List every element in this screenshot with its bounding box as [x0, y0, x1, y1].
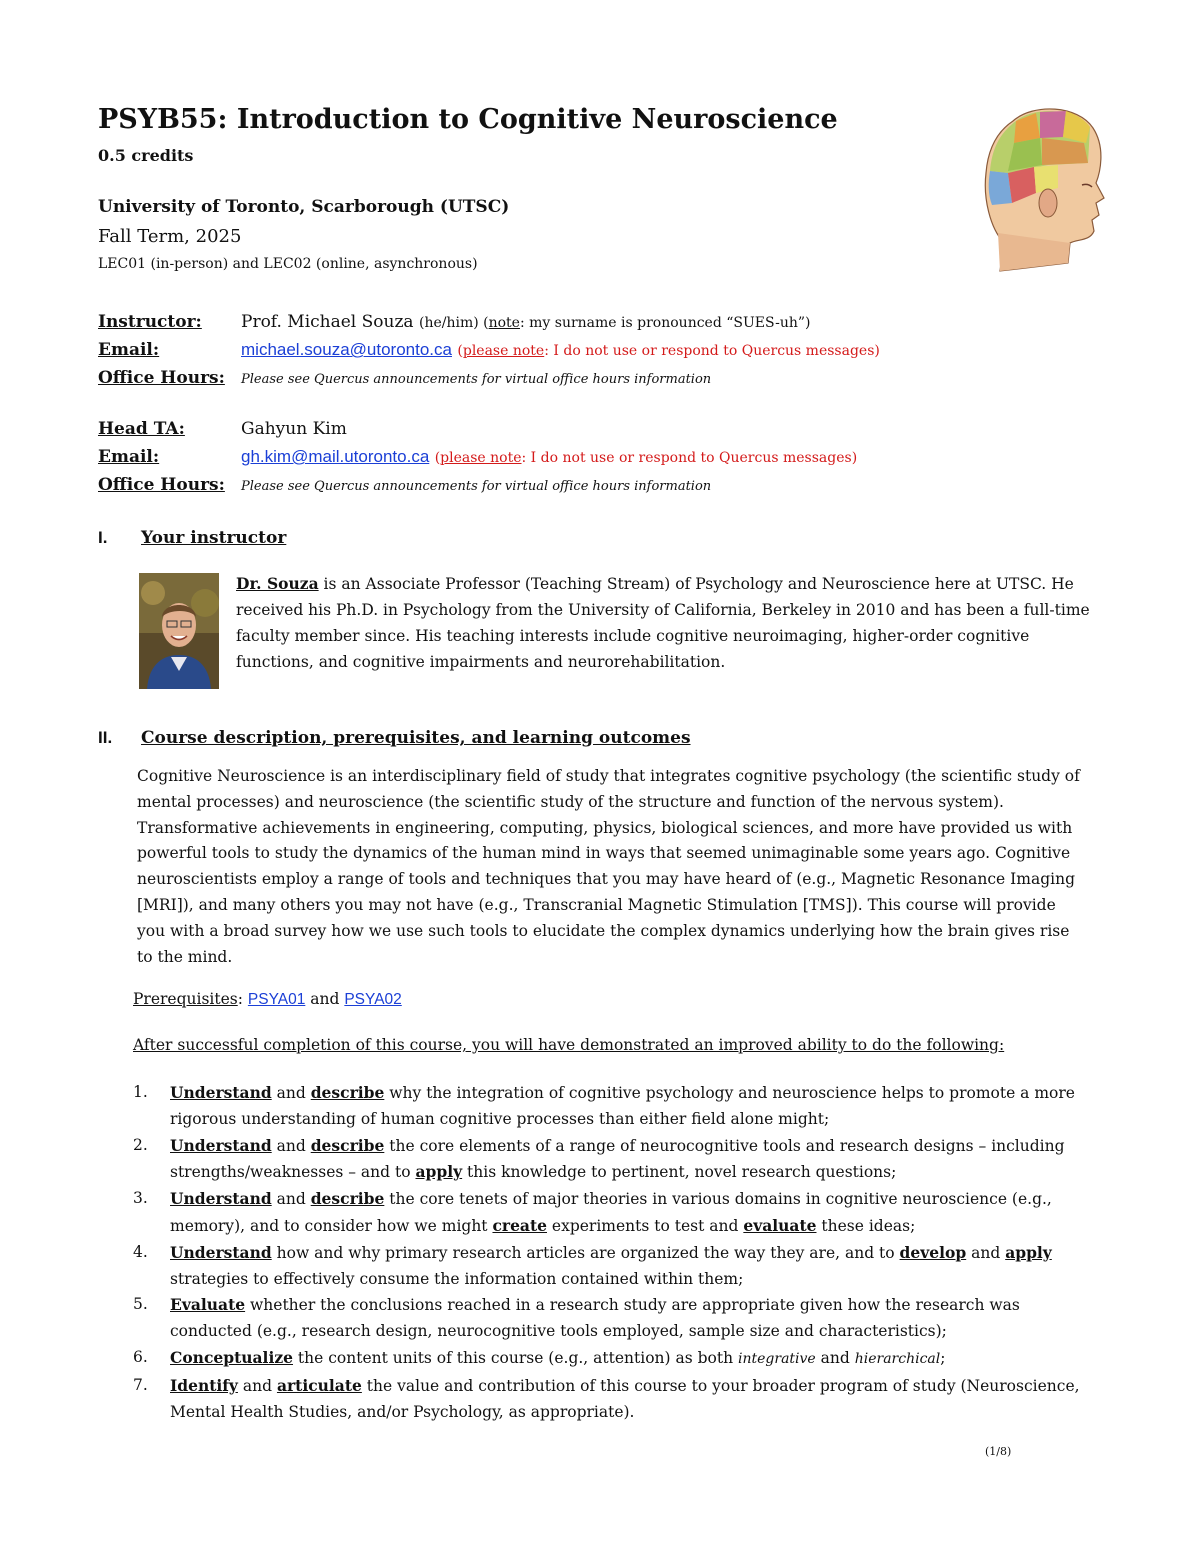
instructor-info	[241, 312, 811, 332]
keyword: describe	[310, 1083, 385, 1102]
prerequisites-colon: :	[237, 990, 248, 1008]
course-credits: 0.5 credits	[98, 146, 194, 165]
keyword: Understand	[170, 1083, 272, 1102]
list-text: ;	[940, 1348, 946, 1367]
course-sections: LEC01 (in-person) and LEC02 (online, asynchronous)	[98, 256, 478, 272]
list-number: 3.	[133, 1189, 148, 1208]
instructor-note: : my surname is pronounced “SUES-uh”)	[519, 315, 811, 331]
list-number: 5.	[133, 1295, 148, 1314]
keyword: develop	[899, 1242, 967, 1262]
bio-text: is an Associate Professor (Teaching Stream) of Psychology and Neuroscience here at UTSC. He received his Ph.D. in Psychology from the University of California, Berkeley in 2010 and has been a full-time faculty member since. His teaching interests include cognitive neuroimaging, higher-order cognitive functions, and cognitive impairments and neurorehabilitation.	[236, 575, 1090, 671]
list-text: this knowledge to pertinent, novel research questions;	[462, 1163, 897, 1182]
list-text: strategies to effectively consume the information contained within them;	[170, 1269, 744, 1288]
list-number: 2.	[133, 1135, 148, 1154]
page-number: (1/8)	[985, 1445, 1012, 1458]
instructor-bio	[236, 571, 1096, 675]
head-ta-name: Gahyun Kim	[241, 419, 347, 439]
list-item	[133, 1345, 1103, 1373]
section-1-number: I.	[98, 528, 108, 547]
head-ta-label: Head TA:	[98, 419, 185, 439]
list-text: and	[271, 1190, 311, 1209]
prereq-link-psya02[interactable]: PSYA02	[344, 991, 402, 1008]
learning-outcomes-list	[133, 1080, 1103, 1425]
list-number: 1.	[133, 1083, 148, 1101]
list-text: and	[966, 1243, 1006, 1262]
keyword: Conceptualize	[170, 1347, 293, 1367]
emphasis: hierarchical	[854, 1350, 941, 1367]
instructor-email-note: : I do not use or respond to Quercus messages)	[544, 343, 880, 359]
instructor-label: Instructor:	[98, 312, 202, 332]
course-title: PSYB55: Introduction to Cognitive Neuroscience	[98, 104, 838, 135]
keyword: Understand	[170, 1135, 272, 1155]
head-ta-hours-label: Office Hours:	[98, 475, 225, 495]
head-ta-email-row	[241, 447, 857, 467]
section-1-title: Your instructor	[141, 528, 287, 548]
instructor-note-label: note	[488, 315, 520, 331]
section-2-title: Course description, prerequisites, and learning outcomes	[141, 728, 691, 748]
keyword: create	[492, 1215, 547, 1235]
instructor-email-note-label: please note	[462, 343, 545, 359]
instructor-pronouns: (he/him) (	[418, 315, 489, 331]
list-text: and	[815, 1348, 855, 1367]
head-ta-email-note-label: please note	[440, 450, 522, 466]
list-number: 6.	[133, 1347, 148, 1366]
list-text: the core tenets of major theories in various domains in cognitive neuroscience (e.g., memory), and to consider how we might	[170, 1190, 1052, 1235]
instructor-email-label: Email:	[98, 340, 160, 360]
keyword: describe	[310, 1189, 385, 1209]
list-text: why the integration of cognitive psychology and neuroscience helps to promote a more rigorous understanding of human cognitive processes than either field alone might;	[170, 1084, 1075, 1128]
outcomes-intro: After successful completion of this course, you will have demonstrated an improved ability to do the following:	[133, 1036, 1005, 1054]
list-text: the content units of this course (e.g., attention) as both	[293, 1348, 739, 1367]
list-item	[133, 1292, 1103, 1345]
instructor-hours: Please see Quercus announcements for virtual office hours information	[241, 372, 712, 387]
list-item	[133, 1186, 1103, 1240]
section-2-number: II.	[98, 728, 113, 747]
keyword: Identify	[170, 1375, 238, 1395]
prerequisites-label: Prerequisites	[133, 990, 238, 1008]
list-item	[133, 1080, 1103, 1133]
keyword: Understand	[170, 1189, 272, 1209]
instructor-name: Prof. Michael Souza	[241, 312, 414, 332]
instructor-hours-label: Office Hours:	[98, 368, 225, 388]
list-text: these ideas;	[816, 1216, 916, 1235]
prerequisites-and: and	[305, 990, 345, 1008]
list-text: and	[271, 1084, 311, 1102]
list-item	[133, 1373, 1103, 1426]
keyword: apply	[1005, 1242, 1052, 1262]
instructor-email-note-open: (	[457, 343, 463, 359]
keyword: apply	[415, 1162, 463, 1182]
emphasis: integrative	[738, 1350, 816, 1367]
list-number: 7.	[133, 1375, 148, 1394]
keyword: Evaluate	[170, 1295, 246, 1315]
list-text: the value and contribution of this course to your broader program of study (Neuroscience, Mental Health Studies, and/or Psychology, as appropriate).	[170, 1376, 1080, 1421]
keyword: evaluate	[743, 1215, 817, 1235]
list-text: whether the conclusions reached in a research study are appropriate given how the research was conducted (e.g., research design, neurocognitive tools employed, sample size and characteristics);	[170, 1296, 1020, 1341]
head-ta-hours: Please see Quercus announcements for virtual office hours information	[241, 479, 712, 494]
prerequisites	[133, 990, 402, 1009]
head-ta-email-link[interactable]: gh.kim@mail.utoronto.ca	[241, 447, 430, 466]
list-text: and	[271, 1136, 311, 1155]
instructor-email-row	[241, 340, 880, 360]
list-number: 4.	[133, 1242, 148, 1261]
keyword: articulate	[276, 1375, 362, 1395]
list-text: how and why primary research articles are organized the way they are, and to	[271, 1243, 900, 1262]
bio-name: Dr. Souza	[236, 574, 319, 593]
course-term: Fall Term, 2025	[98, 226, 242, 247]
list-text: experiments to test and	[547, 1216, 744, 1235]
list-text: the core elements of a range of neurocognitive tools and research designs – including strengths/weaknesses – and to	[170, 1136, 1065, 1182]
prereq-link-psya01[interactable]: PSYA01	[247, 991, 306, 1008]
course-description: Cognitive Neuroscience is an interdisciplinary field of study that integrates cognitive psychology (the scientific study of mental processes) and neuroscience (the scientific study of the structure and function of the nervous system). Transformative achievements in engineering, computing, physics, biological sciences, and more have provided us with powerful tools to study the dynamics of the human mind in ways that seemed unimaginable some years ago. Cognitive neuroscientists employ a range of tools and techniques that you may have heard of (e.g., Magnetic Resonance Imaging [MRI]), and many others you may not have (e.g., Transcranial Magnetic Stimulation [TMS]). This course will provide you with a broad survey how we use such tools to elucidate the complex dynamics underlying how the brain gives rise to the mind.	[137, 767, 1080, 966]
head-ta-email-note: : I do not use or respond to Quercus messages)	[521, 450, 858, 466]
instructor-email-link[interactable]: michael.souza@utoronto.ca	[241, 340, 452, 359]
head-ta-email-note-open: (	[434, 450, 441, 466]
instructor-photo	[139, 573, 219, 689]
keyword: Understand	[170, 1242, 272, 1262]
university-name: University of Toronto, Scarborough (UTSC)	[98, 197, 510, 217]
keyword: describe	[310, 1135, 385, 1155]
head-ta-email-label: Email:	[98, 447, 160, 467]
list-item	[133, 1133, 1103, 1187]
list-text: and	[237, 1376, 277, 1395]
list-item	[133, 1240, 1103, 1293]
phrenology-head-image	[978, 103, 1113, 273]
